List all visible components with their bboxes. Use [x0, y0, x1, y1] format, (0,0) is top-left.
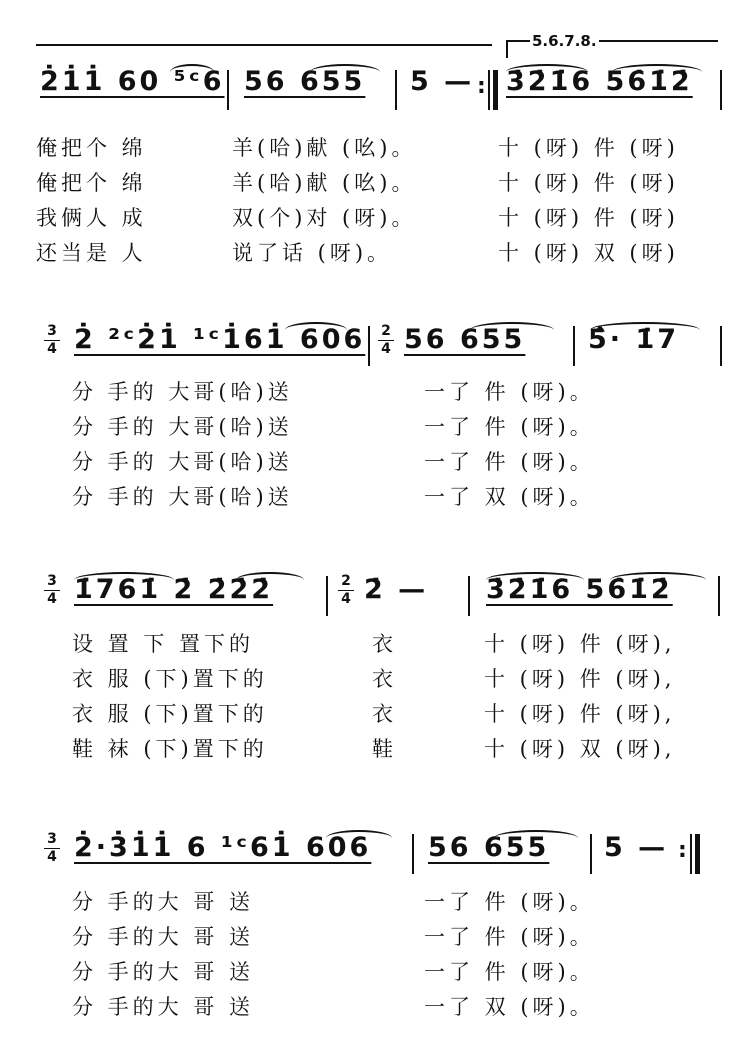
barline: [718, 576, 720, 616]
time-signature: 3 4: [44, 574, 60, 607]
lyric-segment: 说了话 (呀)。: [232, 241, 393, 265]
measure-1-notes: 2̇·3̇1̇1̇ 6 ¹ᶜ61̇ 606: [74, 832, 372, 863]
lyric-segment: 一了 件 (呀)。: [424, 925, 595, 949]
lyric-segment: 衣: [372, 667, 397, 691]
lyric-line-3: [0, 956, 750, 986]
lyric-segment: 分 手的大 哥 送: [72, 960, 255, 984]
volta-label: 5.6.7.8.: [532, 32, 597, 50]
barline: [412, 834, 414, 874]
lyric-segment: 十 (呀) 双 (呀),: [484, 737, 676, 761]
lyric-line-1: [0, 886, 750, 916]
time-signature: 3 4: [44, 832, 60, 865]
lyric-segment: 俺把个 绵: [36, 171, 147, 195]
lyric-segment: 十 (呀) 件 (呀),: [484, 702, 676, 726]
lyric-segment: 分 手的 大哥(哈)送: [72, 415, 293, 439]
lyric-line-4: [0, 991, 750, 1021]
repeat-dots: :: [678, 838, 687, 863]
lyric-segment: 一了 双 (呀)。: [424, 995, 595, 1019]
final-barline: [493, 70, 498, 110]
barline: [720, 326, 722, 366]
lyric-segment: 分 手的大 哥 送: [72, 890, 255, 914]
slur: [506, 64, 588, 80]
final-barline: [695, 834, 700, 874]
lyric-segment: 衣 服 (下)置下的: [72, 702, 268, 726]
slur: [74, 572, 174, 588]
slur: [170, 64, 214, 80]
measure-1-notes: 1̇761̇ 2̇ 2̇2̇2̇: [74, 574, 274, 605]
measure-2-notes: 56 655: [244, 66, 366, 97]
lyric-segment: 分 手的大 哥 送: [72, 995, 255, 1019]
lyric-line-4: [0, 733, 750, 763]
lyric-segment: 设 置 下 置下的: [72, 632, 255, 656]
lyric-segment: 一了 件 (呀)。: [424, 380, 595, 404]
lyric-segment: 衣: [372, 632, 397, 656]
lyric-segment: 分 手的 大哥(哈)送: [72, 450, 293, 474]
lyric-segment: 十 (呀) 双 (呀): [498, 241, 679, 265]
measure-1-notes: 2̇ ²ᶜ2̇1̇ ¹ᶜ1̇61̇ 606: [74, 324, 366, 355]
slur: [612, 64, 702, 80]
slur: [236, 572, 304, 588]
lyric-segment: 一了 件 (呀)。: [424, 450, 595, 474]
barline: [590, 834, 592, 874]
lyric-segment: 衣: [372, 702, 397, 726]
slur: [494, 830, 578, 846]
measure-3-notes: 5̂· 1̇7: [588, 324, 680, 355]
continuation-rule: [36, 44, 492, 46]
measure-2-notes: 2̇ —: [364, 574, 429, 605]
barline: [573, 326, 575, 366]
lyric-segment: 鞋: [372, 737, 397, 761]
measure-2-notes: 56 655: [404, 324, 526, 355]
lyric-line-2: [0, 411, 750, 441]
lyric-segment: 俺把个 绵: [36, 136, 147, 160]
barline: [488, 70, 490, 110]
time-signature: 3 4: [44, 324, 60, 357]
lyric-line-2: [0, 167, 750, 197]
lyric-segment: 十 (呀) 件 (呀): [498, 206, 679, 230]
lyric-segment: 我俩人 成: [36, 206, 147, 230]
lyric-segment: 分 手的大 哥 送: [72, 925, 255, 949]
barline: [326, 576, 328, 616]
barline: [468, 576, 470, 616]
time-signature: 2 4: [378, 324, 394, 357]
lyric-segment: 羊(哈)献 (吆)。: [232, 136, 417, 160]
slur: [610, 572, 706, 588]
slur: [285, 322, 347, 338]
lyric-line-1: [0, 376, 750, 406]
lyric-segment: 鞋 袜 (下)置下的: [72, 737, 268, 761]
measure-1-notes: 2̇1̇1̇ 60 ⁵ᶜ6: [40, 66, 225, 97]
slur: [470, 322, 554, 338]
lyric-segment: 分 手的 大哥(哈)送: [72, 485, 293, 509]
barline: [720, 70, 722, 110]
lyric-segment: 一了 件 (呀)。: [424, 960, 595, 984]
lyric-segment: 十 (呀) 件 (呀),: [484, 667, 676, 691]
lyric-line-1: [0, 628, 750, 658]
lyric-segment: 衣 服 (下)置下的: [72, 667, 268, 691]
slur: [310, 64, 380, 80]
barline: [395, 70, 397, 110]
lyric-segment: 十 (呀) 件 (呀): [498, 136, 679, 160]
lyric-segment: 十 (呀) 件 (呀): [498, 171, 679, 195]
slur: [590, 322, 700, 338]
measure-2-notes: 56 655: [428, 832, 550, 863]
lyric-segment: 十 (呀) 件 (呀),: [484, 632, 676, 656]
slur: [486, 572, 584, 588]
measure-3-notes: 5 —: [410, 66, 475, 97]
measure-4-notes: 3̇2̇1̇6 56̇1̇2̇: [506, 66, 693, 97]
lyric-segment: 双(个)对 (呀)。: [232, 206, 417, 230]
slur: [326, 830, 392, 846]
barline: [227, 70, 229, 110]
lyric-line-2: [0, 921, 750, 951]
lyric-line-2: [0, 663, 750, 693]
lyric-segment: 羊(哈)献 (吆)。: [232, 171, 417, 195]
repeat-dots: :: [477, 74, 486, 99]
time-signature: 2 4: [338, 574, 354, 607]
lyric-line-3: [0, 446, 750, 476]
lyric-line-1: [0, 132, 750, 162]
lyric-segment: 还当是 人: [36, 241, 147, 265]
lyric-line-4: [0, 481, 750, 511]
lyric-segment: 一了 件 (呀)。: [424, 890, 595, 914]
measure-3-notes: 3̇2̇1̇6 56̇1̇2̇: [486, 574, 673, 605]
lyric-segment: 分 手的 大哥(哈)送: [72, 380, 293, 404]
lyric-segment: 一了 双 (呀)。: [424, 485, 595, 509]
barline: [690, 834, 692, 874]
lyric-line-3: [0, 202, 750, 232]
measure-3-notes: 5 —: [604, 832, 669, 863]
lyric-segment: 一了 件 (呀)。: [424, 415, 595, 439]
lyric-line-4: [0, 237, 750, 267]
lyric-line-3: [0, 698, 750, 728]
barline: [368, 326, 370, 366]
